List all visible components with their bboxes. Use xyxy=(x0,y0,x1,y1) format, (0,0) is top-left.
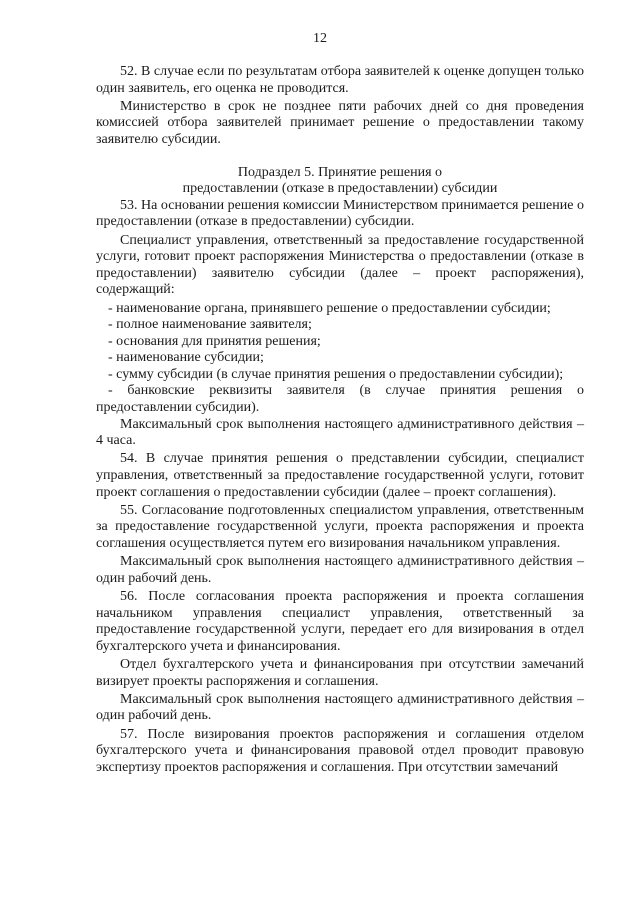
document-body xyxy=(96,64,584,778)
paragraph-accounting: Отдел бухгалтерского учета и финансирования при отсутствии замечаний визирует проекты распоряжения и соглашения. xyxy=(96,656,584,689)
paragraph-56: 56. После согласования проекта распоряжения и проекта соглашения начальником управления специалист управления, ответственный за предоставление государственной услуги, передает его для визирования в отдел бухгалтерского учета и финансирования. xyxy=(96,588,584,654)
paragraph-max-time-3: Максимальный срок выполнения настоящего административного действия – один рабочий день. xyxy=(96,691,584,724)
paragraph-ministry-decision: Министерство в срок не позднее пяти рабочих дней со дня проведения комиссией отбора заявителей принимает решение о предоставлении такому заявителю субсидии. xyxy=(96,98,584,147)
list-item: - полное наименование заявителя; xyxy=(108,317,312,333)
list-item: - наименование субсидии; xyxy=(108,350,264,366)
list-item: - наименование органа, принявшего решение о предоставлении субсидии; xyxy=(108,300,551,316)
subsection-heading-line-1: Подраздел 5. Принятие решения о xyxy=(237,164,443,180)
paragraph-52: 52. В случае если по результатам отбора заявителей к оценке допущен только один заявитель, его оценка не проводится. xyxy=(96,64,584,96)
page-number: 12 xyxy=(313,31,327,46)
subsection-heading-line-2: предоставлении (отказе в предоставлении) субсидии xyxy=(182,181,498,197)
paragraph-54: 54. В случае принятия решения о представлении субсидии, специалист управления, ответственный за предоставление государственной услуги, готовит проект соглашения о предоставлении субсидии (далее – проект соглашения). xyxy=(96,451,584,500)
list-item: - банковские реквизиты заявителя (в случае принятия решения о предоставлении субсидии). xyxy=(96,383,584,416)
list-item: - основания для принятия решения; xyxy=(108,333,321,349)
subsection-heading xyxy=(96,165,584,198)
paragraph-55: 55. Согласование подготовленных специалистом управления, ответственным за предоставление государственной услуги, проекта распоряжения и проекта соглашения осуществляется путем его визирования начальником управления. xyxy=(96,502,584,551)
paragraph-57: 57. После визирования проектов распоряжения и соглашения отделом бухгалтерского учета и финансирования правовой отдел проводит правовую экспертизу проектов распоряжения и соглашения. При отсутствии замечаний xyxy=(96,726,584,775)
paragraph-max-time-1: Максимальный срок выполнения настоящего административного действия – 4 часа. xyxy=(96,416,584,449)
paragraph-specialist: Специалист управления, ответственный за предоставление государственной услуги, готовит проект распоряжения Министерства о предоставлении (отказе в предоставлении) заявителю субсидии (далее – проект распоряжения), содержащий: xyxy=(96,232,584,298)
requisites-list xyxy=(96,301,584,417)
paragraph-max-time-2: Максимальный срок выполнения настоящего административного действия – один рабочий день. xyxy=(96,554,584,586)
paragraph-53: 53. На основании решения комиссии Министерством принимается решение о предоставлении (отказе в предоставлении) субсидии. xyxy=(96,197,584,230)
list-item: - сумму субсидии (в случае принятия решения о предоставлении субсидии); xyxy=(108,366,564,382)
